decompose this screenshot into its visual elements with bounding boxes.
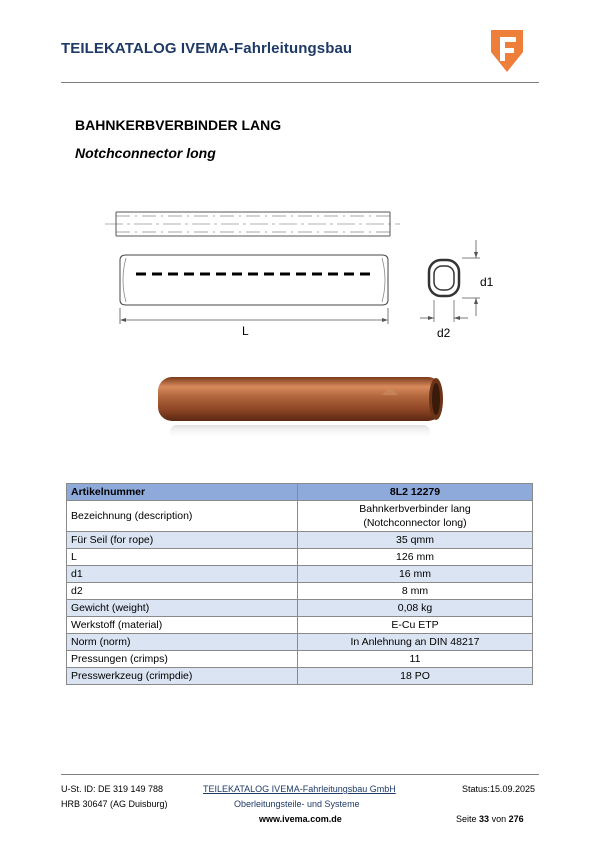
page-current: 33 [479, 814, 490, 824]
table-row [67, 651, 533, 668]
catalog-title: TEILEKATALOG IVEMA-Fahrleitungsbau [61, 40, 353, 57]
end-view [420, 240, 494, 340]
table-cell: 18 PO [298, 668, 533, 685]
table-cell: 8L2 12279 [298, 484, 533, 501]
footer-hrb: HRB 30647 (AG Duisburg) [61, 799, 168, 809]
table-row [67, 501, 533, 532]
spec-table [66, 483, 533, 685]
table-cell: 35 qmm [298, 532, 533, 549]
technical-drawing [100, 200, 520, 350]
table-cell: Presswerkzeug (crimpdie) [67, 668, 298, 685]
table-cell-line: Bahnkerbverbinder lang [359, 503, 471, 515]
table-row [67, 583, 533, 600]
page-mid: von [491, 814, 507, 824]
footer-company-sub: Oberleitungsteile- und Systeme [234, 799, 360, 809]
table-cell [298, 501, 533, 532]
table-cell: 11 [298, 651, 533, 668]
table-cell: In Anlehnung an DIN 48217 [298, 634, 533, 651]
page-total: 276 [508, 814, 524, 824]
length-dimension [120, 308, 388, 338]
copper-connector-photo-icon [150, 365, 450, 450]
table-cell: Für Seil (for rope) [67, 532, 298, 549]
table-cell: Gewicht (weight) [67, 600, 298, 617]
table-cell: Werkstoff (material) [67, 617, 298, 634]
table-row [67, 600, 533, 617]
table-cell: 16 mm [298, 566, 533, 583]
d2-label: d2 [437, 326, 451, 340]
table-cell: 8 mm [298, 583, 533, 600]
footer-page-number [456, 814, 524, 824]
product-title: BAHNKERBVERBINDER LANG [75, 117, 282, 133]
table-cell: L [67, 549, 298, 566]
side-view [120, 255, 388, 305]
page-prefix: Seite [456, 814, 477, 824]
table-cell: Norm (norm) [67, 634, 298, 651]
table-cell: E-Cu ETP [298, 617, 533, 634]
table-row [67, 566, 533, 583]
ivema-f-logo-icon [488, 28, 526, 74]
product-subtitle: Notchconnector long [75, 145, 216, 161]
table-cell: 0,08 kg [298, 600, 533, 617]
table-header-row [67, 484, 533, 501]
table-cell: 126 mm [298, 549, 533, 566]
footer-vat: U-St. ID: DE 319 149 788 [61, 784, 164, 794]
length-label: L [242, 324, 249, 338]
header-divider [61, 82, 539, 83]
d1-label: d1 [480, 275, 494, 289]
table-cell: d2 [67, 583, 298, 600]
footer-status: Status:15.09.2025 [462, 784, 536, 794]
table-row [67, 549, 533, 566]
footer-divider [61, 774, 539, 775]
table-row [67, 634, 533, 651]
table-cell: Pressungen (crimps) [67, 651, 298, 668]
table-cell: d1 [67, 566, 298, 583]
table-row [67, 532, 533, 549]
footer-company-link[interactable]: TEILEKATALOG IVEMA-Fahrleitungsbau GmbH [203, 784, 396, 794]
top-view [105, 212, 400, 236]
table-cell-line: (Notchconnector long) [363, 517, 467, 529]
table-row [67, 617, 533, 634]
table-cell: Artikelnummer [67, 484, 298, 501]
table-row [67, 668, 533, 685]
footer-website: www.ivema.com.de [259, 814, 342, 824]
table-cell: Bezeichnung (description) [67, 501, 298, 532]
